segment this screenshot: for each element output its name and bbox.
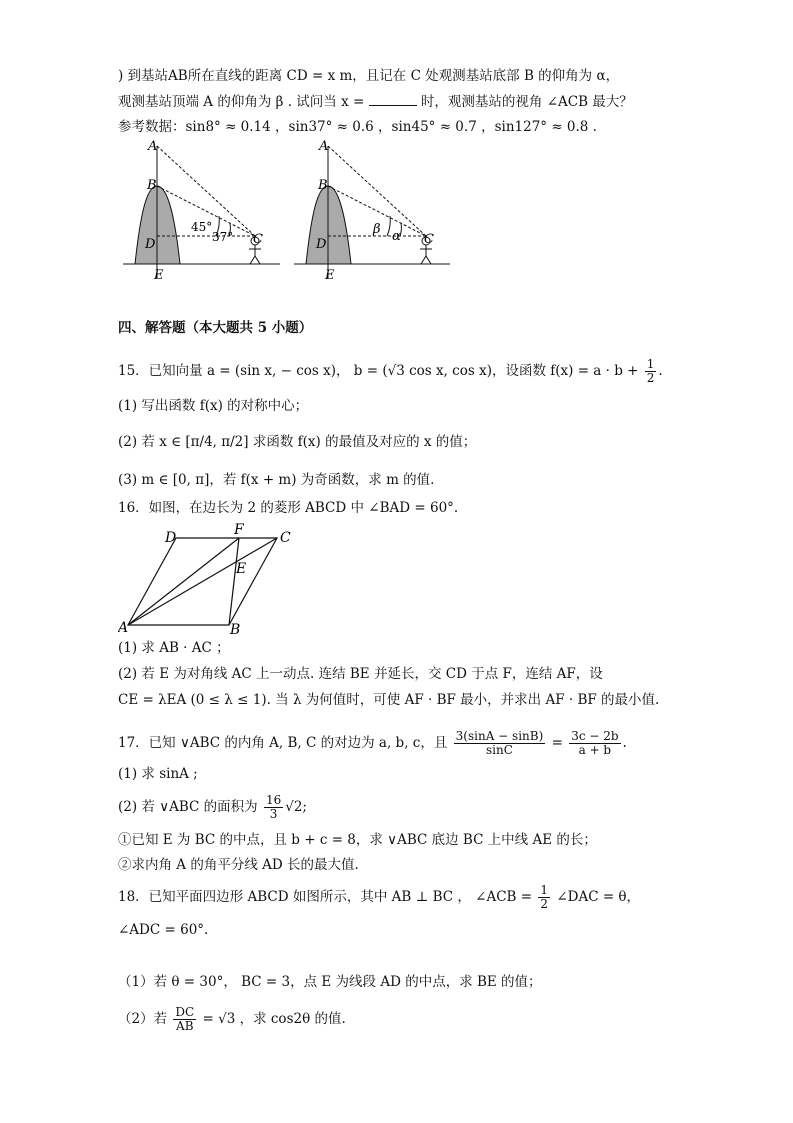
q17-stem: 17．已知 ∨ABC 的内角 A, B, C 的对边为 a, b, c，且 $\frac{3(\sin A - \sin B)}{\sin C}$ = $\frac{3c - 2b}{a + b}$ . [118, 729, 627, 757]
q15-stem: 15．已知向量 a = (sin x, − cos x)， b = (√3 cos x, cos x)，设函数 f(x) = a · b + $\frac{1}{2}$ . [118, 357, 663, 385]
q16-part-1: (1) 求 AB · AC ； [118, 640, 230, 656]
q17-part-2: (2) 若 ∨ABC 的面积为 $\frac{16}{3}$ √2; [118, 793, 307, 821]
fig2-angle-alpha: α [392, 229, 401, 244]
intro-line-2 [118, 92, 633, 112]
intro-line-3: 参考数据：sin8° ≈ 0.14 ，sin37° ≈ 0.6 ，sin45° ≈ 0.7 ，sin127° ≈ 0.8 . [118, 119, 597, 135]
section-title: 四、解答题（本大题共 5 小题） [118, 320, 313, 336]
fig1-label-D: D [145, 237, 156, 252]
q18-ratio-fraction: $\frac{DC}{AB}$ [175, 1005, 195, 1033]
q16-stem: 16．如图，在边长为 2 的菱形 ABCD 中 ∠BAD = 60°. [118, 500, 459, 516]
fig1-label-E: E [154, 268, 164, 283]
fig2-label-D: D [316, 237, 327, 252]
q18-stem: 18．已知平面四边形 ABCD 如图所示，其中 AB ⊥ BC ， ∠ACB = $\frac{1}{2}$ ∠DAC = θ， [118, 883, 641, 911]
q16-label-C: C [280, 530, 291, 546]
q16-part-2-line-2: CE = λEA (0 ≤ λ ≤ 1). 当 λ 为何值时，可使 AF · BF 最小，并求出 AF · BF 的最小值. [118, 692, 660, 708]
q18-line-2: ∠ADC = 60°. [118, 922, 209, 938]
q15-stem-fraction: $\frac{1}{2}$ [646, 357, 655, 385]
fig2-angle-beta: β [373, 222, 381, 237]
q18-part-2: （2）若 $\frac{DC}{AB}$ = √3 ，求 cos2θ 的值. [118, 1005, 346, 1033]
fig1-label-B: B [147, 178, 157, 193]
q16-part-2-line-1: (2) 若 E 为对角线 AC 上一动点. 连结 BE 并延长，交 CD 于点 F，连结 AF，设 [118, 666, 603, 682]
q17-area-fraction: $\frac{16}{3}$ [265, 793, 282, 821]
fig2-label-B: B [318, 178, 328, 193]
q15-part-3: (3) m ∈ [0, π]，若 f(x + m) 为奇函数，求 m 的值. [118, 472, 435, 488]
q18-fraction: $\frac{1}{2}$ [540, 883, 549, 911]
fig1-label-A: A [148, 139, 158, 154]
q17-fraction-2: $\frac{3c - 2b}{a + b}$ [571, 729, 619, 757]
q17-sub-1: ①已知 E 为 BC 的中点，且 b + c = 8，求 ∨ABC 底边 BC 上中线 AE 的长； [118, 832, 597, 848]
fig2-label-C: C [424, 232, 434, 247]
q15-stem-text: 15．已知向量 a = (sin x, − cos x)， b = (√3 cos x, cos x)，设函数 f(x) = a · b + [118, 363, 639, 379]
q15-part-2: (2) 若 x ∈ [π/4, π/2] 求函数 f(x) 的最值及对应的 x 的值； [118, 434, 477, 450]
q16-label-E: E [236, 561, 247, 577]
fig1-angle-37: 37° [212, 230, 234, 244]
q16-label-D: D [165, 530, 177, 546]
base-station-figure [118, 138, 458, 283]
intro-line-2-b: 时，观测基站的视角 ∠ACB 最大？ [420, 94, 633, 110]
q17-sub-2: ②求内角 A 的角平分线 AD 长的最大值. [118, 857, 359, 873]
fig1-label-C: C [253, 232, 263, 247]
fig1-angle-45: 45° [191, 220, 213, 234]
q17-fraction-1: $\frac{3(\sin A - \sin B)}{\sin C}$ [455, 729, 544, 757]
q16-label-F: F [234, 522, 244, 538]
q15-part-1: (1) 写出函数 f(x) 的对称中心； [118, 398, 309, 414]
q15-interval: [π/4, π/2] [185, 434, 249, 450]
fig2-label-E: E [325, 268, 335, 283]
intro-line-1: ) 到基站AB所在直线的距离 CD = x m，且记在 C 处观测基站底部 B 的仰角为 α， [118, 68, 620, 84]
q16-label-A: A [118, 620, 129, 636]
q18-part-1: （1）若 θ = 30°， BC = 3，点 E 为线段 AD 的中点，求 BE 的值； [118, 974, 542, 990]
fig2-label-A: A [319, 139, 329, 154]
q16-label-B: B [230, 622, 241, 637]
rhombus-figure [118, 522, 298, 637]
answer-blank [369, 92, 417, 106]
q17-part-1: (1) 求 sinA ; [118, 766, 198, 782]
intro-line-2-a: 观测基站顶端 A 的仰角为 β . 试问当 x = [118, 94, 365, 110]
